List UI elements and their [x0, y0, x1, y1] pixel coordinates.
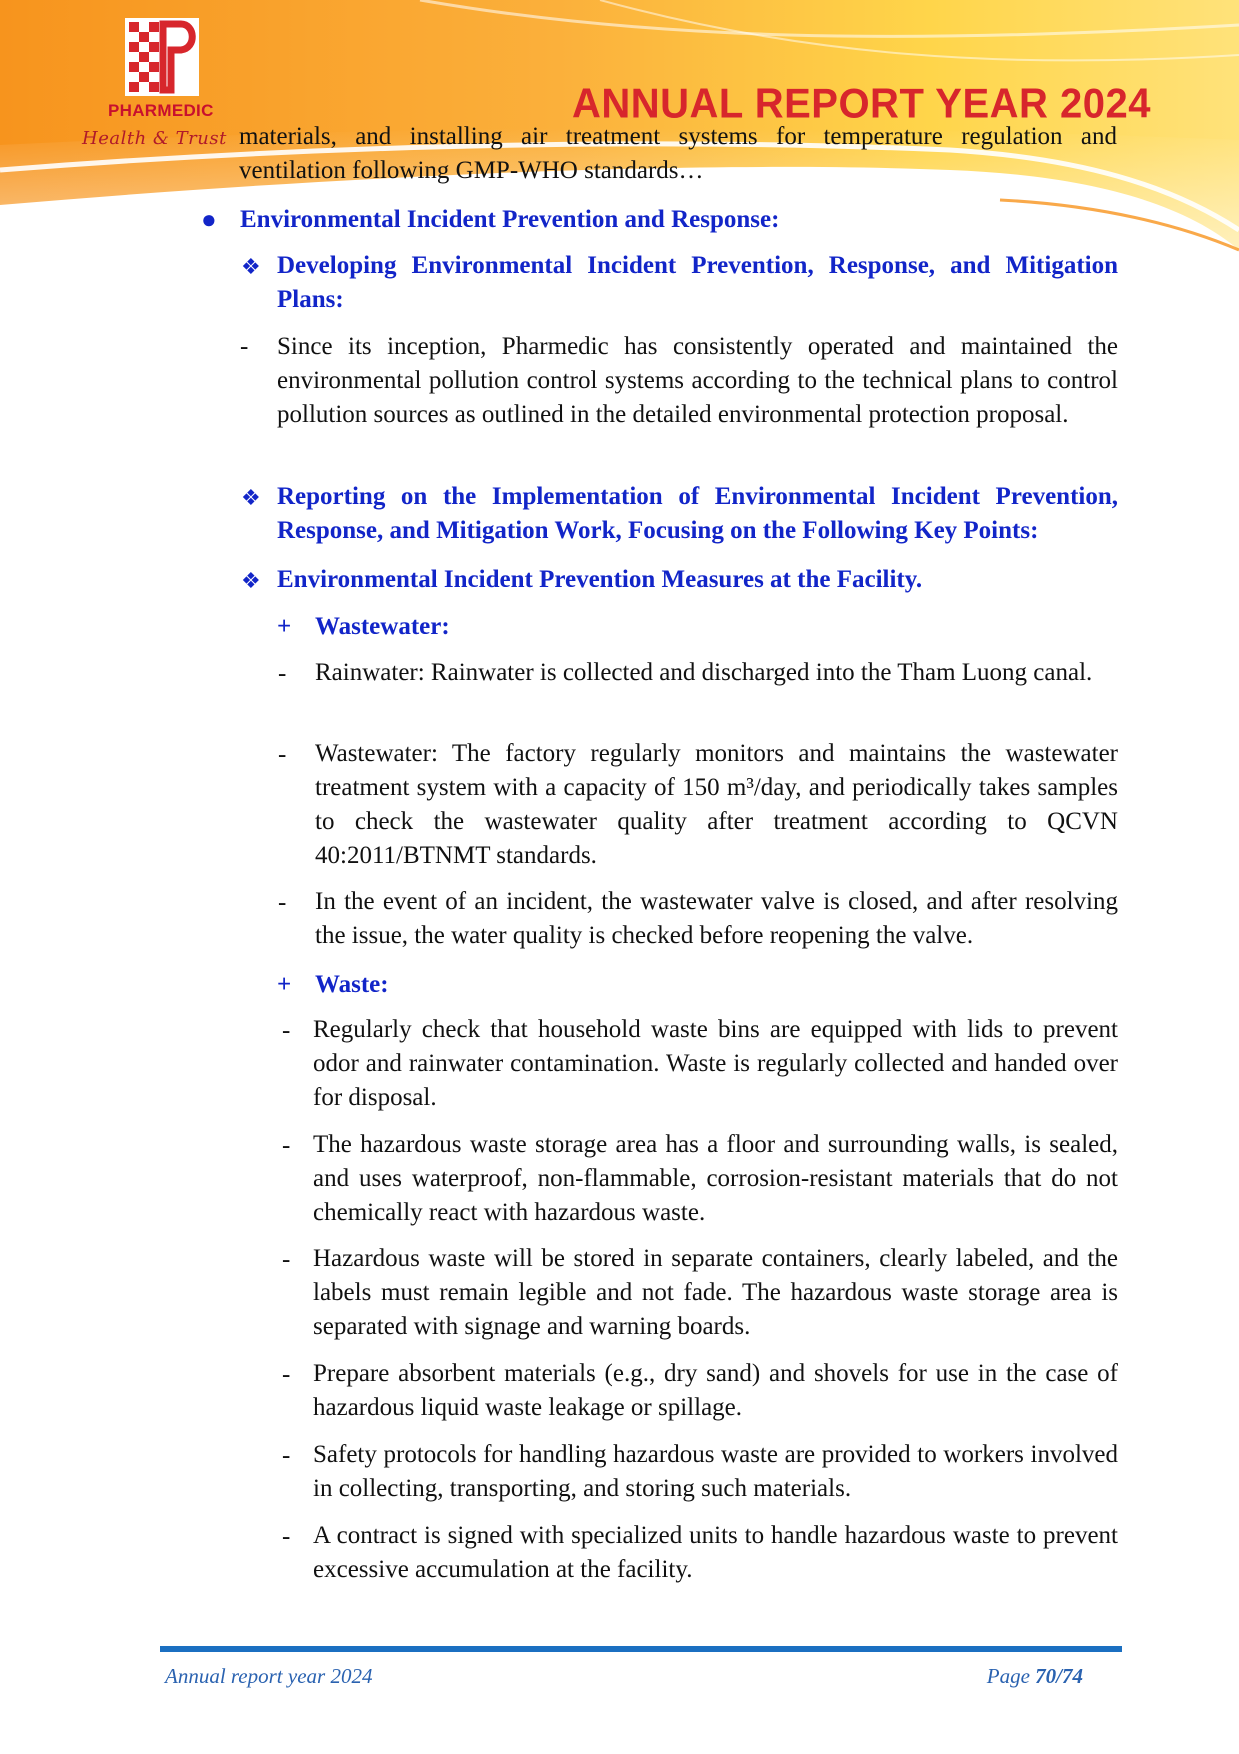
- diamond-bullet-icon: ❖: [241, 485, 261, 510]
- continued-paragraph: materials, and installing air treatment systems for temperature regulation and ventilation following GMP-WHO standards…: [239, 123, 1117, 184]
- subheading-prevention-plans: Developing Environmental Incident Prevention, Response, and Mitigation Plans:: [277, 252, 1118, 313]
- footer-report-label: Annual report year 2024: [165, 1664, 373, 1688]
- subheading-measures: Environmental Incident Prevention Measures at the Facility.: [277, 566, 923, 593]
- waste-heading: Waste:: [315, 971, 389, 998]
- dash-icon: -: [282, 1442, 291, 1469]
- subheading-reporting: Reporting on the Implementation of Environmental Incident Prevention, Response, and Mitigation Work, Focusing on the Following Key Points:: [277, 483, 1118, 544]
- dash-icon: -: [278, 660, 287, 687]
- dash-icon: -: [282, 1017, 291, 1044]
- list-item: In the event of an incident, the wastewater valve is closed, and after resolving the issue, the water quality is checked before reopening the valve.: [315, 888, 1118, 949]
- list-item: The hazardous waste storage area has a floor and surrounding walls, is sealed, and uses waterproof, non-flammable, corrosion-resistant materials that do not chemically react with hazardous waste.: [313, 1131, 1118, 1226]
- list-item: Safety protocols for handling hazardous waste are provided to workers involved in collecting, transporting, and storing such materials.: [313, 1441, 1118, 1502]
- list-item: Rainwater: Rainwater is collected and discharged into the Tham Luong canal.: [315, 659, 1093, 686]
- footer-page-number: [987, 1664, 1083, 1689]
- list-item: Regularly check that household waste bins are equipped with lids to prevent odor and rainwater contamination. Waste is regularly collected and handed over for disposal.: [313, 1016, 1118, 1111]
- list-item: A contract is signed with specialized units to handle hazardous waste to prevent excessive accumulation at the facility.: [313, 1522, 1118, 1583]
- diamond-bullet-icon: ❖: [241, 254, 261, 279]
- plus-icon: +: [277, 613, 292, 640]
- dash-icon: -: [282, 1523, 291, 1550]
- plus-icon: +: [277, 971, 292, 998]
- list-item: Hazardous waste will be stored in separate containers, clearly labeled, and the labels must remain legible and not fade. The hazardous waste storage area is separated with signage and warning boards.: [313, 1245, 1118, 1340]
- report-title: ANNUAL REPORT YEAR 2024: [571, 80, 1151, 128]
- page-number: 70/74: [1035, 1664, 1083, 1688]
- dash-icon: -: [278, 741, 287, 768]
- dash-icon: -: [240, 333, 249, 360]
- dash-icon: -: [282, 1361, 291, 1388]
- dash-icon: -: [282, 1246, 291, 1273]
- list-item: Wastewater: The factory regularly monitors and maintains the wastewater treatment system with a capacity of 150 m³/day, and periodically takes samples to check the wastewater quality after treatment according to QCVN 40:2011/BTNMT standards.: [315, 740, 1118, 869]
- list-item: Prepare absorbent materials (e.g., dry sand) and shovels for use in the case of hazardous liquid waste leakage or spillage.: [313, 1360, 1118, 1421]
- bullet-icon: ●: [201, 205, 217, 234]
- pharmedic-logo: [125, 18, 199, 96]
- dash-icon: -: [278, 889, 287, 916]
- page-label: Page: [986, 1664, 1030, 1688]
- brand-tagline: Health & Trust: [82, 128, 227, 149]
- section-heading: Environmental Incident Prevention and Response:: [240, 206, 780, 233]
- diamond-bullet-icon: ❖: [241, 568, 261, 593]
- dash-icon: -: [282, 1132, 291, 1159]
- footer-divider: [160, 1646, 1122, 1652]
- brand-name: PHARMEDIC: [108, 101, 214, 120]
- wastewater-heading: Wastewater:: [315, 613, 450, 640]
- list-item: Since its inception, Pharmedic has consistently operated and maintained the environmental pollution control systems according to the technical plans to control pollution sources as outlined in the detailed environmental protection proposal.: [277, 333, 1118, 428]
